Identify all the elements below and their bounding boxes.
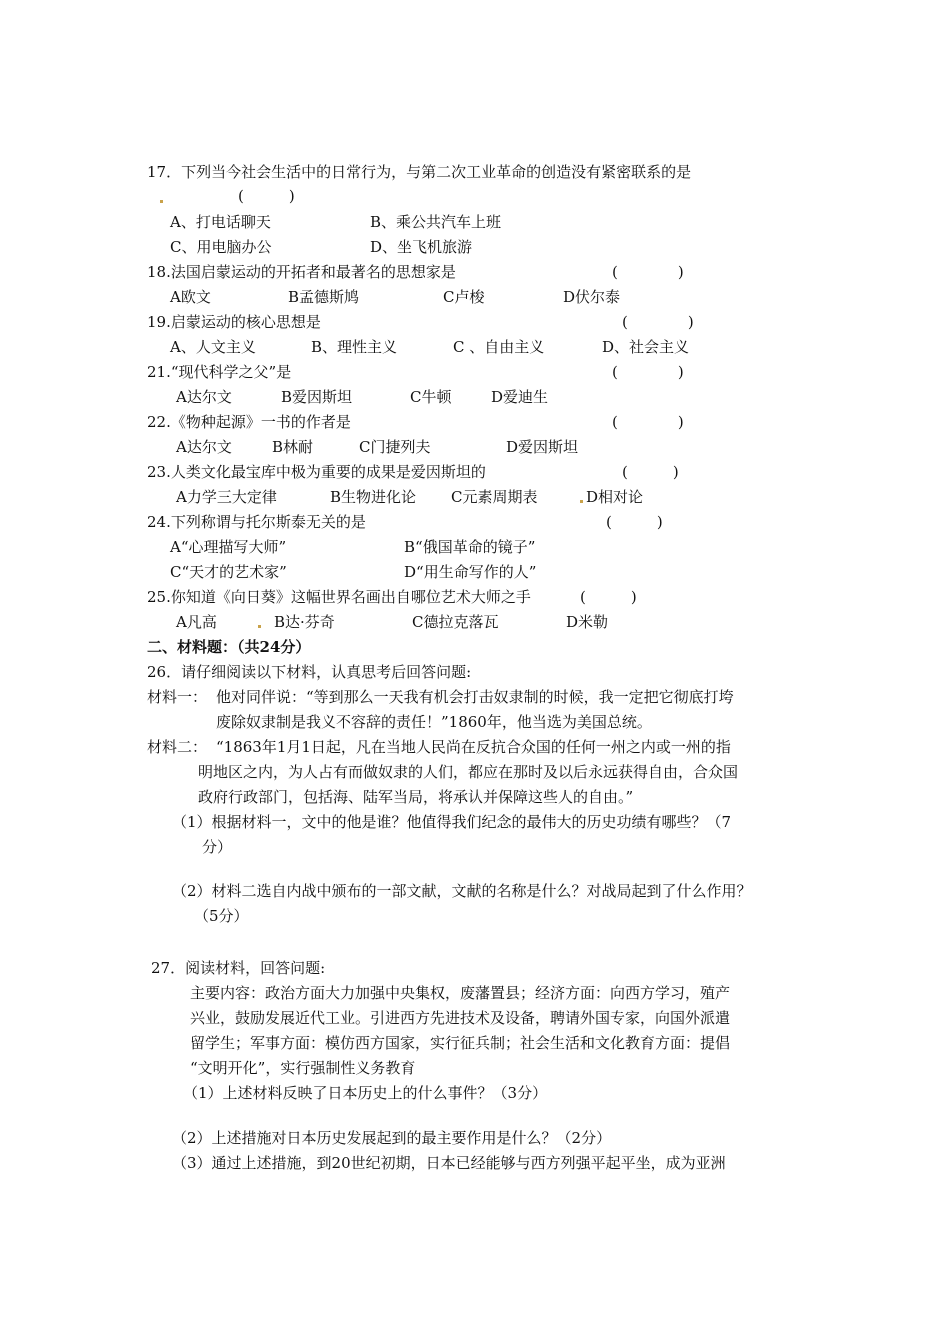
q21-option-c: C牛顿 [410,388,452,406]
q22-option-b: B林耐 [272,438,314,456]
q18-option-a: A欧文 [170,288,211,306]
q21-option-d: D爱迪生 [491,388,549,406]
q21-answer-bracket: ( ) [612,363,684,381]
q27-material-line: 主要内容：政治方面大力加强中央集权，废藩置县；经济方面：向西方学习，殖产 [190,984,731,1002]
q23-stem: 23.人类文化最宝库中极为重要的成果是爱因斯坦的 [147,463,486,481]
q27-material-line: 兴业，鼓励发展近代工业。引进西方先进技术及设备，聘请外国专家，向国外派遣 [190,1009,731,1027]
stray-mark [258,625,261,628]
q22-option-c: C门捷列夫 [359,438,431,456]
q27-subquestion-1: （1）上述材料反映了日本历史上的什么事件？（3分） [183,1084,548,1102]
q27-subquestion-2: （2）上述措施对日本历史发展起到的最主要作用是什么？（2分） [172,1129,612,1147]
q26-material-2-line: 明地区之内，为人占有而做奴隶的人们，都应在那时及以后永远获得自由，合众国 [198,763,739,781]
q22-stem: 22.《物种起源》一书的作者是 [147,413,351,431]
q18-option-d: D伏尔泰 [563,288,621,306]
q26-material-2-line: 政府行政部门，包括海、陆军当局，将承认并保障这些人的自由。” [198,788,634,806]
q24-option-a: A“心理描写大师” [170,538,287,556]
q23-option-d: D相对论 [586,488,644,506]
q26-subquestion-2-cont: （5分） [194,907,249,925]
q23-option-a: A力学三大定律 [176,488,277,506]
q27-material-line: “文明开化”，实行强制性义务教育 [190,1059,416,1077]
q19-option-b: B、理性主义 [311,338,398,356]
q18-answer-bracket: ( ) [612,263,684,281]
q25-option-b: B达·芬奇 [274,613,335,631]
q26-intro: 26．请仔细阅读以下材料，认真思考后回答问题: [147,663,472,681]
q26-material-2-label: 材料二： [147,738,208,756]
q26-subquestion-2: （2）材料二选自内战中颁布的一部文献，文献的名称是什么？对战局起到了什么作用？ [172,882,752,900]
section-heading: 二、材料题：（共24分） [147,638,311,656]
q17-stem: 17．下列当今社会生活中的日常行为，与第二次工业革命的创造没有紧密联系的是 [147,163,692,181]
q17-option-b: B、乘公共汽车上班 [370,213,502,231]
q24-stem: 24.下列称谓与托尔斯泰无关的是 [147,513,366,531]
q26-material-1-label: 材料一： [147,688,208,706]
q21-option-b: B爱因斯坦 [281,388,353,406]
q19-option-c: C 、自由主义 [453,338,545,356]
q19-option-a: A、人文主义 [170,338,256,356]
q17-option-c: C、用电脑办公 [170,238,272,256]
q26-subquestion-1-cont: 分） [202,838,233,856]
q27-material-line: 留学生；军事方面：模仿西方国家，实行征兵制；社会生活和文化教育方面：提倡 [190,1034,731,1052]
q21-option-a: A达尔文 [176,388,232,406]
q24-option-d: D“用生命写作的人” [404,563,537,581]
q17-option-d: D、坐飞机旅游 [370,238,473,256]
q24-answer-bracket: ( ) [606,513,663,531]
q26-subquestion-1: （1）根据材料一，文中的他是谁？他值得我们纪念的最伟大的历史功绩有哪些？（7 [172,813,732,831]
q21-stem: 21.“现代科学之父”是 [147,363,292,381]
q25-option-d: D米勒 [566,613,609,631]
q22-option-d: D爱因斯坦 [506,438,579,456]
q27-intro: 27．阅读材料，回答问题: [151,959,326,977]
q25-option-a: A凡高 [176,613,217,631]
q18-option-b: B孟德斯鸠 [288,288,360,306]
q17-option-a: A、打电话聊天 [170,213,271,231]
q17-answer-bracket: ( ) [238,187,295,205]
q27-subquestion-3: （3）通过上述措施，到20世纪初期，日本已经能够与西方列强平起平坐，成为亚洲 [172,1154,726,1172]
q26-material-2-line: “1863年1月1日起，凡在当地人民尚在反抗合众国的任何一州之内或一州的指 [216,738,731,756]
q22-answer-bracket: ( ) [612,413,684,431]
q23-option-b: B生物进化论 [330,488,417,506]
q19-option-d: D、社会主义 [602,338,690,356]
q24-option-c: C“天才的艺术家” [170,563,287,581]
q24-option-b: B“俄国革命的镜子” [404,538,536,556]
q25-answer-bracket: ( ) [580,588,637,606]
q25-stem: 25.你知道《向日葵》这幅世界名画出自哪位艺术大师之手 [147,588,531,606]
q18-option-c: C卢梭 [443,288,485,306]
q18-stem: 18.法国启蒙运动的开拓者和最著名的思想家是 [147,263,456,281]
q25-option-c: C德拉克落瓦 [412,613,499,631]
q22-option-a: A达尔文 [176,438,232,456]
q19-answer-bracket: ( ) [622,313,694,331]
q26-material-1-line: 废除奴隶制是我义不容辞的责任！”1860年，他当选为美国总统。 [216,713,652,731]
q19-stem: 19.启蒙运动的核心思想是 [147,313,321,331]
stray-mark [160,200,163,203]
q23-option-c: C元素周期表 [451,488,538,506]
q26-material-1-line: 他对同伴说：“等到那么一天我有机会打击奴隶制的时候，我一定把它彻底打垮 [216,688,734,706]
stray-mark [580,500,583,503]
q23-answer-bracket: ( ) [622,463,679,481]
